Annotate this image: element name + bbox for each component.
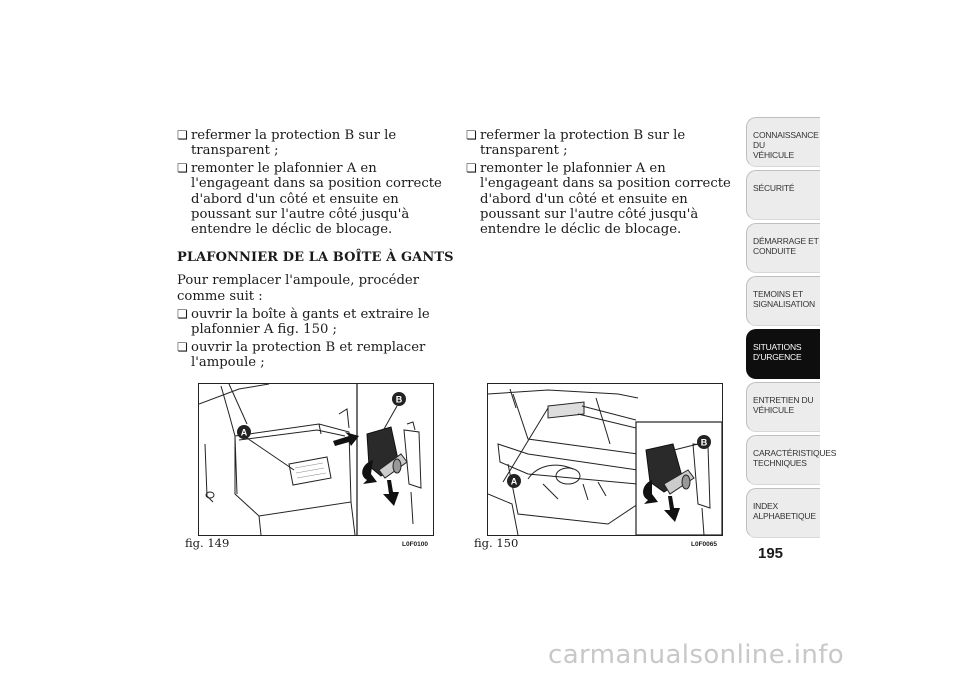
callout-a: A — [510, 476, 518, 487]
figure-code: L0F0065 — [691, 541, 718, 548]
bullet-item: ❏ ouvrir la protection B et remplacer l'ampoule ; — [177, 340, 459, 371]
tab-temoins-et-signalisation[interactable]: TEMOINS ET SIGNALISATION — [746, 276, 820, 326]
intro-paragraph: Pour remplacer l'ampoule, procéder comme suit : — [177, 273, 420, 304]
chapter-tabs — [746, 117, 837, 541]
tab-entretien-du-vehicule[interactable]: ENTRETIEN DU VÉHICULE — [746, 382, 820, 432]
tab-index-alphabetique[interactable]: INDEX ALPHABETIQUE — [746, 488, 820, 538]
right-column — [466, 128, 738, 240]
callout-a: A — [240, 427, 248, 438]
tab-caracteristiques-techniques[interactable]: CARACTÉRISTIQUES TECHNIQUES — [746, 435, 820, 485]
tab-securite[interactable]: SÉCURITÉ — [746, 170, 820, 220]
left-column — [177, 128, 459, 373]
bullet-item: ❏ refermer la protection B sur le transparent ; — [177, 128, 459, 159]
bullet-item: ❏ remonter le plafonnier A en l'engageant dans sa position correcte d'abord d'un côté et ensuite en poussant sur l'autre côté jusqu'à entendre le déclic de blocage. — [177, 161, 459, 238]
figure-code: L0F0100 — [402, 541, 429, 548]
tab-connaissance-du-vehicule[interactable]: CONNAISSANCE DU VÉHICULE — [746, 117, 820, 167]
tab-demarrage-et-conduite[interactable]: DÉMARRAGE ET CONDUITE — [746, 223, 820, 273]
watermark: carmanualsonline.info — [548, 640, 845, 670]
section-heading: PLAFONNIER DE LA BOÎTE À GANTS — [177, 249, 454, 265]
figure-caption: fig. 149 — [185, 536, 230, 550]
figure-149-illustration — [198, 383, 434, 536]
bullet-item: ❏ remonter le plafonnier A en l'engageant dans sa position correcte d'abord d'un côté et ensuite en poussant sur l'autre côté jusqu'à entendre le déclic de blocage. — [466, 161, 738, 238]
glovebox-lamp-drawing — [199, 384, 433, 535]
bullet-item: ❏ refermer la protection B sur le transparent ; — [466, 128, 738, 159]
callout-b: B — [700, 437, 708, 448]
figure-150-illustration — [487, 383, 723, 536]
page-number: 195 — [758, 545, 784, 562]
bullet-item: ❏ ouvrir la boîte à gants et extraire le plafonnier A fig. 150 ; — [177, 307, 459, 338]
callout-b: B — [395, 394, 403, 405]
glovebox-open-drawing — [488, 384, 722, 535]
figure-caption: fig. 150 — [474, 536, 519, 550]
tab-situations-durgence[interactable]: SITUATIONS D'URGENCE — [746, 329, 820, 379]
